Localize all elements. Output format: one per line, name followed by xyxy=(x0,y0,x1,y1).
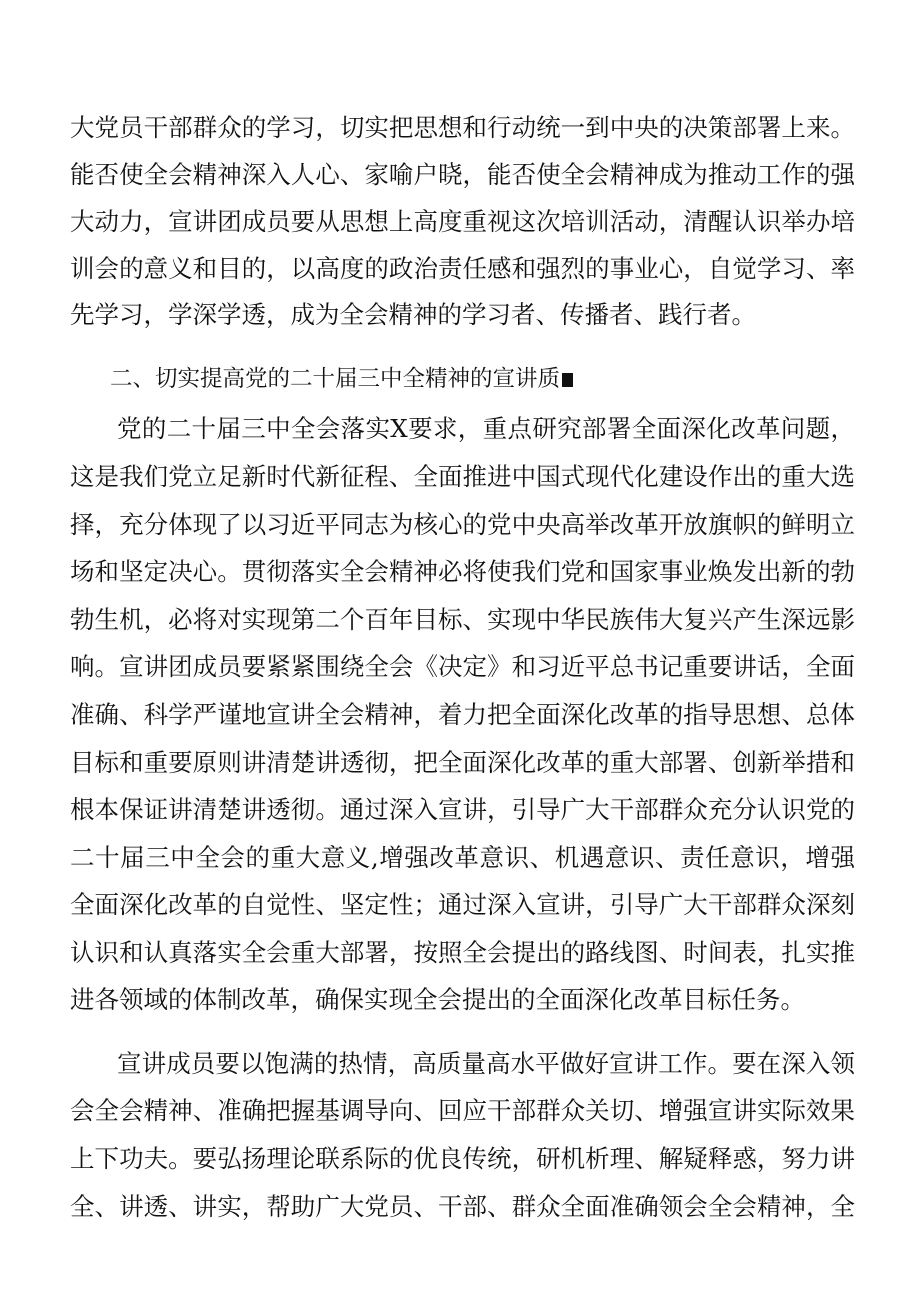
para1-line-4: 训会的意义和目的，以高度的政治责任感和强烈的事业心，自觉学习、率 xyxy=(70,254,855,283)
para3-line-3: 上下功夫。要弘扬理论联系际的优良传统，研机析理、解疑释惑，努力讲 xyxy=(70,1144,855,1173)
para2-line-1: 党的二十届三中全会落实X要求，重点研究部署全面深化改革问题， xyxy=(117,414,855,443)
para2-line-5: 勃生机，必将对实现第二个百年目标、实现中华民族伟大复兴产生深远影 xyxy=(70,605,855,634)
para3-line-2: 会全会精神、准确把握基调导向、回应干部群众关切、增强宣讲实际效果 xyxy=(70,1096,855,1125)
para1-line-2: 能否使全会精神深入人心、家喻户晓，能否使全会精神成为推动工作的强 xyxy=(70,160,855,189)
para1-line-1: 大党员干部群众的学习，切实把思想和行动统一到中央的决策部署上来。 xyxy=(70,113,855,142)
para2-line-7: 准确、科学严谨地宣讲全会精神，着力把全面深化改革的指导思想、总体 xyxy=(70,700,855,729)
para3-line-4: 全、讲透、讲实，帮助广大党员、干部、群众全面准确领会全会精神，全 xyxy=(70,1192,855,1221)
section-heading-text: 二、切实提高党的二十届三中全精神的宣讲质 xyxy=(110,366,561,392)
para2-line-8: 目标和重要原则讲清楚讲透彻，把全面深化改革的重大部署、创新举措和 xyxy=(70,748,855,777)
para3-line-1: 宣讲成员要以饱满的热情，高质量高水平做好宣讲工作。要在深入领 xyxy=(117,1049,855,1078)
para1-line-5: 先学习，学深学透，成为全会精神的学习者、传播者、践行者。 xyxy=(70,300,756,329)
para2-line-12: 认识和认真落实全会重大部署，按照全会提出的路线图、时间表，扎实推 xyxy=(70,938,855,967)
heading-block-mark xyxy=(562,373,573,387)
para1-line-3: 大动力，宣讲团成员要从思想上高度重视这次培训活动，清醒认识举办培 xyxy=(70,207,855,236)
para2-line-3: 择，充分体现了以习近平同志为核心的党中央高举改革开放旗帜的鲜明立 xyxy=(70,510,855,539)
para2-line-13: 进各领域的体制改革，确保实现全会提出的全面深化改革目标任务。 xyxy=(70,985,805,1014)
para2-line-6: 响。宣讲团成员要紧紧围绕全会《决定》和习近平总书记重要讲话，全面 xyxy=(70,652,855,681)
section-heading xyxy=(110,361,573,397)
para2-line-4: 场和坚定决心。贯彻落实全会精神必将使我们党和国家事业焕发出新的勃 xyxy=(70,557,855,586)
para2-line-10: 二十届三中全会的重大意义,增强改革意识、机遇意识、责任意识，增强 xyxy=(70,843,855,872)
para2-line-11: 全面深化改革的自觉性、坚定性；通过深入宣讲，引导广大干部群众深刻 xyxy=(70,890,855,919)
para2-line-2: 这是我们党立足新时代新征程、全面推进中国式现代化建设作出的重大选 xyxy=(70,462,855,491)
para2-line-9: 根本保证讲清楚讲透彻。通过深入宣讲，引导广大干部群众充分认识党的 xyxy=(70,795,855,824)
